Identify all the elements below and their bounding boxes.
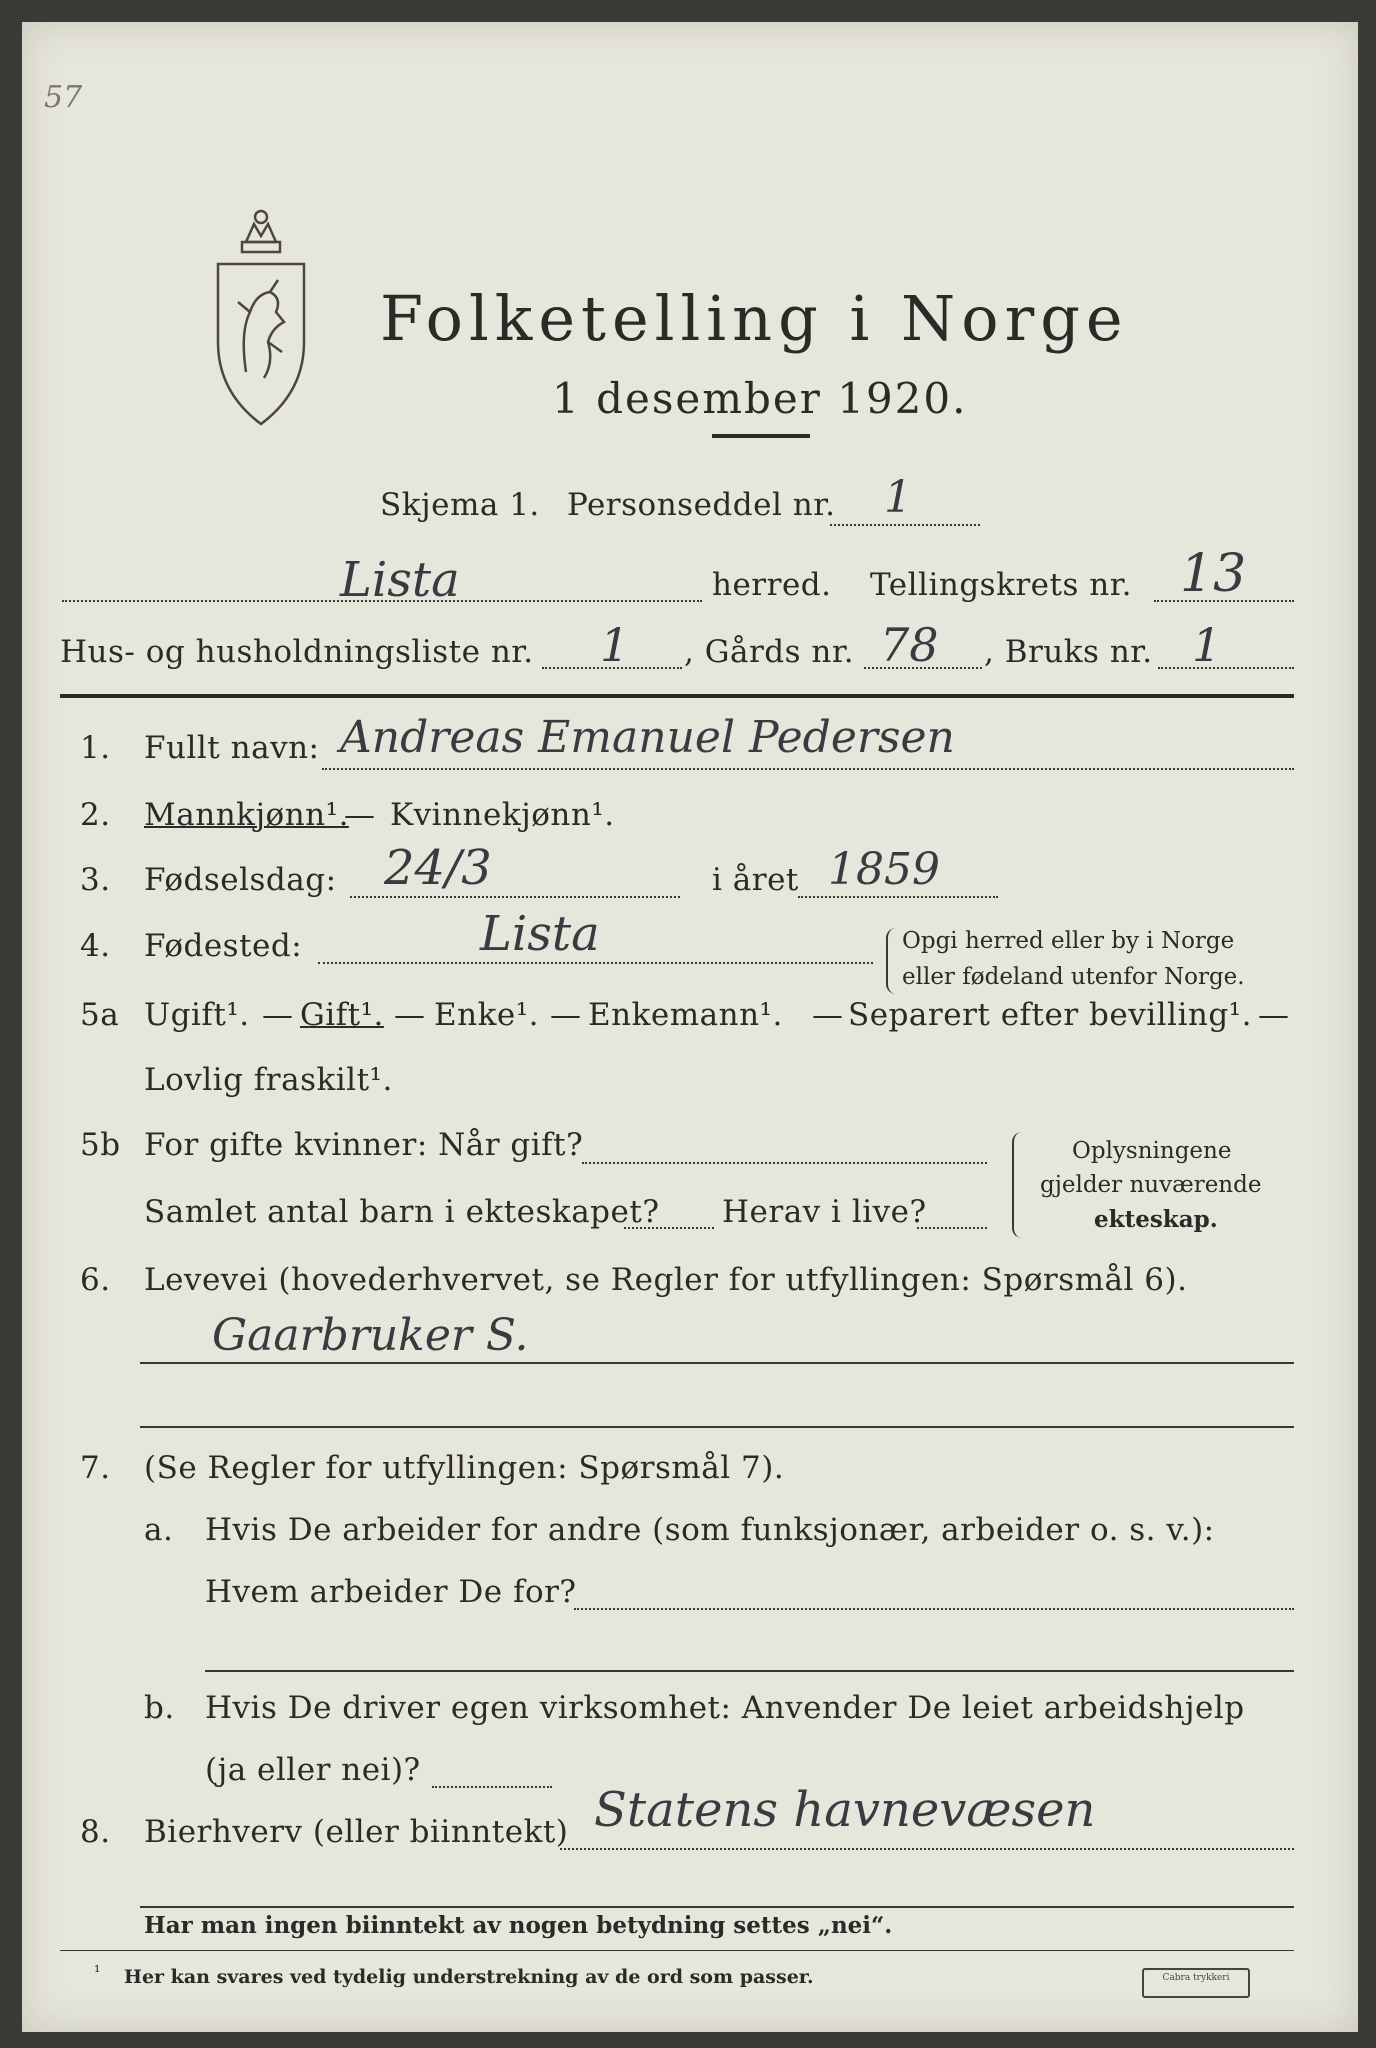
q7a-letter: a.: [144, 1512, 174, 1548]
occupation-line-2: [140, 1426, 1294, 1428]
q5a-dash-5: —: [1258, 997, 1290, 1033]
occupation-value[interactable]: Gaarbruker S.: [212, 1310, 529, 1361]
q5b-number: 5b: [80, 1127, 121, 1163]
form-date: 1 desember 1920.: [552, 374, 968, 423]
occupation-line-1: [140, 1362, 1294, 1364]
q5b-note-line1: Oplysningene: [1072, 1138, 1232, 1164]
marriage-date-line: [582, 1162, 987, 1164]
q5a-number: 5a: [80, 997, 120, 1033]
q7-label: (Se Regler for utfyllingen: Spørsmål 7).: [144, 1450, 785, 1486]
q1-number: 1.: [80, 730, 111, 766]
q5a-dash-4: —: [812, 997, 844, 1033]
footer-note: Har man ingen biinntekt av nogen betydning settes „nei“.: [144, 1912, 893, 1939]
birthplace-value[interactable]: Lista: [480, 906, 600, 962]
tellingskrets-value[interactable]: 13: [1180, 544, 1247, 604]
q8-label: Bierhverv (eller biinntekt): [144, 1814, 569, 1850]
children-total-line: [624, 1227, 714, 1229]
enke-option[interactable]: Enke¹.: [434, 997, 540, 1033]
q4-note-bracket: [886, 928, 896, 994]
header-divider: [60, 694, 1294, 698]
side-income-value[interactable]: Statens havnevæsen: [594, 1782, 1096, 1838]
employer-line: [574, 1608, 1294, 1610]
personseddel-value[interactable]: 1: [884, 472, 912, 523]
census-form-page: [22, 22, 1358, 2032]
year-line: [798, 896, 998, 898]
q7b-line1: Hvis De driver egen virksomhet: Anvender De leiet arbeidshjelp: [205, 1690, 1245, 1726]
q5b-line2a: Samlet antal barn i ekteskapet?: [144, 1194, 660, 1230]
margin-note: 57: [44, 80, 83, 115]
birthday-value[interactable]: 24/3: [384, 840, 492, 896]
herred-label: herred.: [712, 567, 832, 603]
q3-number: 3.: [80, 862, 111, 898]
birthday-line: [350, 896, 680, 898]
q1-line: [322, 768, 1294, 770]
bruks-value[interactable]: 1: [1192, 618, 1222, 672]
husliste-label: Hus- og husholdningsliste nr.: [60, 634, 534, 670]
title-divider: [712, 434, 810, 438]
footnote-text: Her kan svares ved tydelig understrekning av de ord som passer.: [124, 1966, 814, 1988]
q5b-line2b: Herav i live?: [722, 1194, 927, 1230]
q5b-note-line2: gjelder nuværende: [1040, 1172, 1262, 1198]
side-income-line-2: [140, 1906, 1294, 1908]
year-label: i året: [712, 862, 799, 898]
q1-label: Fullt navn:: [144, 730, 320, 766]
q5a-dash-1: —: [262, 997, 294, 1033]
employer-line-2: [205, 1670, 1294, 1672]
children-alive-line: [917, 1227, 987, 1229]
ugift-option[interactable]: Ugift¹.: [144, 997, 250, 1033]
gards-value[interactable]: 78: [880, 618, 939, 672]
male-option[interactable]: Mannkjønn¹.: [144, 797, 349, 833]
skjema-label: Skjema 1.: [380, 487, 540, 523]
q2-number: 2.: [80, 797, 111, 833]
hired-help-line: [432, 1786, 552, 1788]
printer-stamp: Cabra trykkeri: [1142, 1968, 1250, 1998]
enkemann-option[interactable]: Enkemann¹.: [588, 997, 783, 1033]
q2-separator: —: [344, 797, 376, 833]
birthplace-line: [318, 962, 873, 964]
q4-label: Fødested:: [144, 928, 303, 964]
gards-label: , Gårds nr.: [684, 634, 855, 670]
bruks-line: [1158, 667, 1294, 669]
herred-value[interactable]: Lista: [340, 552, 460, 608]
birth-year-value[interactable]: 1859: [828, 844, 940, 895]
q7b-letter: b.: [144, 1690, 175, 1726]
full-name-value[interactable]: Andreas Emanuel Pedersen: [340, 712, 955, 763]
q3-label: Fødselsdag:: [144, 862, 337, 898]
q5b-note-bracket: [1012, 1132, 1024, 1238]
q4-note-line2: eller fødeland utenfor Norge.: [902, 964, 1245, 990]
husliste-value[interactable]: 1: [600, 618, 630, 672]
gift-option[interactable]: Gift¹.: [300, 997, 384, 1033]
separert-option[interactable]: Separert efter bevilling¹.: [848, 997, 1252, 1033]
q5b-line1: For gifte kvinner: Når gift?: [144, 1127, 584, 1163]
fraskilt-option[interactable]: Lovlig fraskilt¹.: [144, 1062, 393, 1098]
bruks-label: , Bruks nr.: [984, 634, 1153, 670]
q7a-line2: Hvem arbeider De for?: [205, 1574, 577, 1610]
q8-number: 8.: [80, 1814, 111, 1850]
footnote-mark: ¹: [94, 1962, 101, 1981]
q4-number: 4.: [80, 928, 111, 964]
q7b-line2: (ja eller nei)?: [205, 1752, 421, 1788]
q5b-note-line3: ekteskap.: [1094, 1206, 1218, 1233]
q5a-dash-3: —: [550, 997, 582, 1033]
q6-label: Levevei (hovederhvervet, se Regler for utfyllingen: Spørsmål 6).: [144, 1262, 1188, 1298]
q7-number: 7.: [80, 1450, 111, 1486]
female-option[interactable]: Kvinnekjønn¹.: [390, 797, 615, 833]
q7a-line1: Hvis De arbeider for andre (som funksjonær, arbeider o. s. v.):: [205, 1512, 1215, 1548]
side-income-line: [560, 1848, 1294, 1850]
tellingskrets-label: Tellingskrets nr.: [870, 567, 1132, 603]
footer-divider: [60, 1950, 1294, 1951]
personseddel-line: [830, 524, 980, 526]
form-title: Folketelling i Norge: [380, 282, 1129, 355]
q5a-dash-2: —: [394, 997, 426, 1033]
q4-note-line1: Opgi herred eller by i Norge: [902, 928, 1235, 954]
personseddel-label: Personseddel nr.: [567, 487, 836, 523]
q6-number: 6.: [80, 1262, 111, 1298]
coat-of-arms-icon: [212, 202, 310, 432]
